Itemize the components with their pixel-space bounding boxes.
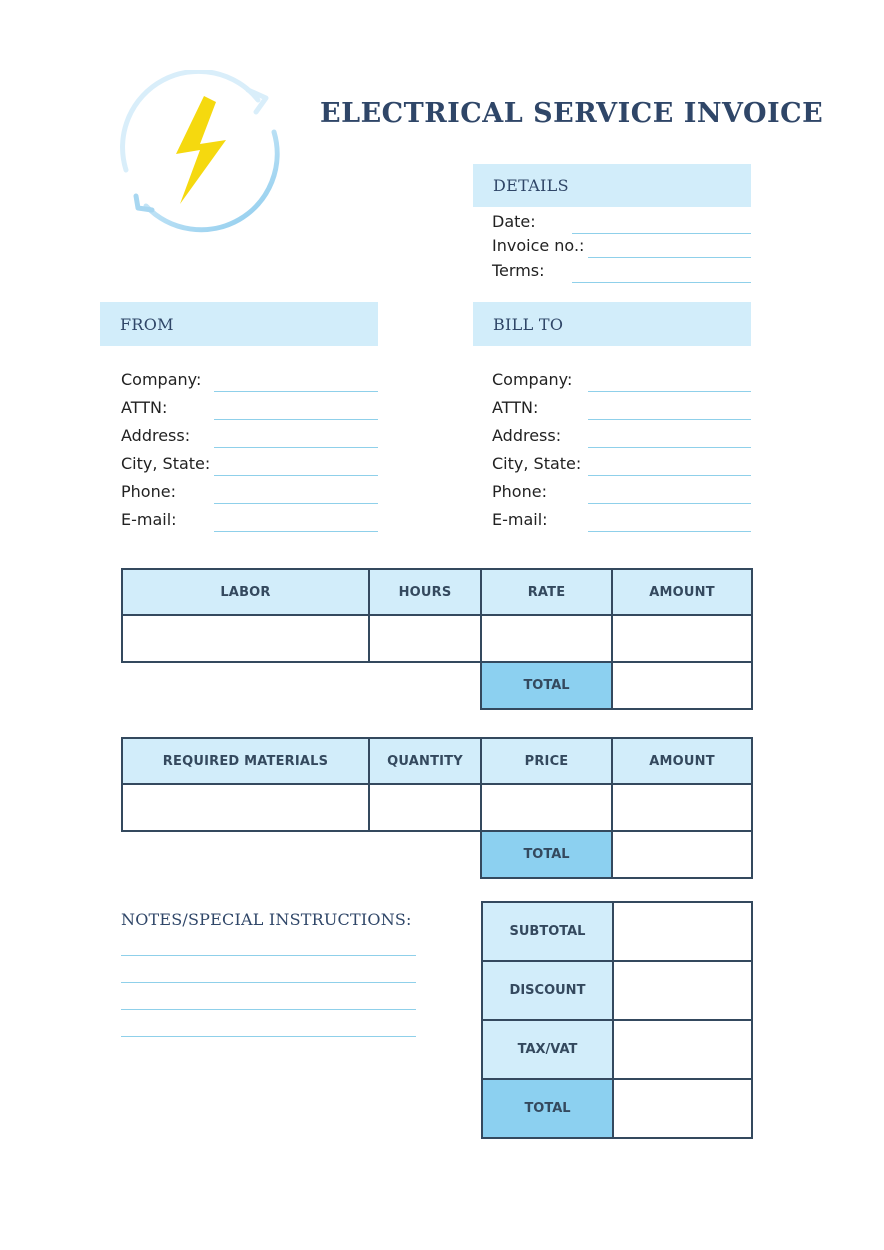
table-row bbox=[122, 615, 752, 662]
price-cell[interactable] bbox=[481, 784, 612, 831]
bill-to-email-field[interactable] bbox=[492, 510, 751, 534]
discount-row bbox=[482, 961, 752, 1020]
bill-to-address-field[interactable] bbox=[492, 426, 751, 450]
quantity-cell[interactable] bbox=[369, 784, 481, 831]
from-phone-field[interactable] bbox=[121, 482, 378, 506]
materials-total-row bbox=[122, 831, 752, 878]
bill-to-attn-label: ATTN: bbox=[492, 398, 539, 417]
bill-to-attn-line[interactable] bbox=[588, 419, 751, 420]
amount-cell[interactable] bbox=[612, 784, 752, 831]
labor-table bbox=[121, 568, 753, 710]
date-label: Date: bbox=[492, 212, 536, 231]
material-cell[interactable] bbox=[122, 784, 369, 831]
bill-to-address-label: Address: bbox=[492, 426, 562, 445]
from-phone-label: Phone: bbox=[121, 482, 176, 501]
materials-total-value[interactable] bbox=[612, 831, 752, 878]
bill-to-email-label: E-mail: bbox=[492, 510, 548, 529]
from-address-field[interactable] bbox=[121, 426, 378, 450]
from-attn-label: ATTN: bbox=[121, 398, 168, 417]
date-line[interactable] bbox=[572, 233, 751, 234]
from-email-line[interactable] bbox=[214, 531, 378, 532]
from-attn-line[interactable] bbox=[214, 419, 378, 420]
subtotal-label: SUBTOTAL bbox=[482, 902, 613, 961]
spacer bbox=[122, 831, 481, 878]
from-company-line[interactable] bbox=[214, 391, 378, 392]
notes-line[interactable] bbox=[121, 982, 416, 983]
bill-to-phone-label: Phone: bbox=[492, 482, 547, 501]
hours-column-header: HOURS bbox=[369, 569, 481, 615]
price-column-header: PRICE bbox=[481, 738, 612, 784]
tax-vat-row bbox=[482, 1020, 752, 1079]
from-phone-line[interactable] bbox=[214, 503, 378, 504]
bill-to-phone-line[interactable] bbox=[588, 503, 751, 504]
bill-to-city-state-line[interactable] bbox=[588, 475, 751, 476]
notes-line[interactable] bbox=[121, 1036, 416, 1037]
invoice-title: ELECTRICAL SERVICE INVOICE bbox=[320, 98, 824, 129]
from-email-field[interactable] bbox=[121, 510, 378, 534]
required-materials-column-header: REQUIRED MATERIALS bbox=[122, 738, 369, 784]
bill-to-email-line[interactable] bbox=[588, 531, 751, 532]
labor-column-header: LABOR bbox=[122, 569, 369, 615]
labor-total-value[interactable] bbox=[612, 662, 752, 709]
from-city-state-line[interactable] bbox=[214, 475, 378, 476]
from-address-line[interactable] bbox=[214, 447, 378, 448]
bill-to-attn-field[interactable] bbox=[492, 398, 751, 422]
spacer bbox=[122, 662, 481, 709]
from-address-label: Address: bbox=[121, 426, 191, 445]
from-email-label: E-mail: bbox=[121, 510, 177, 529]
labor-total-row bbox=[122, 662, 752, 709]
tax-vat-label: TAX/VAT bbox=[482, 1020, 613, 1079]
lightning-bolt-icon bbox=[118, 70, 286, 238]
bill-to-city-state-label: City, State: bbox=[492, 454, 582, 473]
labor-header-row bbox=[122, 569, 752, 615]
labor-total-label: TOTAL bbox=[481, 662, 612, 709]
materials-table bbox=[121, 737, 753, 879]
subtotal-value[interactable] bbox=[613, 902, 752, 961]
discount-label: DISCOUNT bbox=[482, 961, 613, 1020]
tax-vat-value[interactable] bbox=[613, 1020, 752, 1079]
grand-total-row bbox=[482, 1079, 752, 1138]
rate-column-header: RATE bbox=[481, 569, 612, 615]
quantity-column-header: QUANTITY bbox=[369, 738, 481, 784]
bill-to-company-label: Company: bbox=[492, 370, 573, 389]
from-city-state-field[interactable] bbox=[121, 454, 378, 478]
terms-line[interactable] bbox=[572, 282, 751, 283]
bill-to-phone-field[interactable] bbox=[492, 482, 751, 506]
bill-to-city-state-field[interactable] bbox=[492, 454, 751, 478]
bill-to-company-line[interactable] bbox=[588, 391, 751, 392]
grand-total-label: TOTAL bbox=[482, 1079, 613, 1138]
notes-line[interactable] bbox=[121, 955, 416, 956]
from-city-state-label: City, State: bbox=[121, 454, 211, 473]
from-company-label: Company: bbox=[121, 370, 202, 389]
materials-header-row bbox=[122, 738, 752, 784]
invoice-number-field[interactable] bbox=[492, 236, 751, 260]
notes-title: NOTES/SPECIAL INSTRUCTIONS: bbox=[121, 910, 412, 929]
from-header: FROM bbox=[100, 302, 378, 346]
invoice-number-line[interactable] bbox=[588, 257, 751, 258]
amount-column-header: AMOUNT bbox=[612, 738, 752, 784]
amount-cell[interactable] bbox=[612, 615, 752, 662]
materials-total-label: TOTAL bbox=[481, 831, 612, 878]
terms-label: Terms: bbox=[492, 261, 545, 280]
summary-table bbox=[481, 901, 753, 1139]
grand-total-value[interactable] bbox=[613, 1079, 752, 1138]
bill-to-header: BILL TO bbox=[473, 302, 751, 346]
table-row bbox=[122, 784, 752, 831]
subtotal-row bbox=[482, 902, 752, 961]
bill-to-address-line[interactable] bbox=[588, 447, 751, 448]
invoice-number-label: Invoice no.: bbox=[492, 236, 585, 255]
from-attn-field[interactable] bbox=[121, 398, 378, 422]
labor-cell[interactable] bbox=[122, 615, 369, 662]
details-header: DETAILS bbox=[473, 164, 751, 207]
notes-line[interactable] bbox=[121, 1009, 416, 1010]
amount-column-header: AMOUNT bbox=[612, 569, 752, 615]
rate-cell[interactable] bbox=[481, 615, 612, 662]
hours-cell[interactable] bbox=[369, 615, 481, 662]
from-company-field[interactable] bbox=[121, 370, 378, 394]
terms-field[interactable] bbox=[492, 261, 751, 285]
discount-value[interactable] bbox=[613, 961, 752, 1020]
date-field[interactable] bbox=[492, 212, 751, 236]
bill-to-company-field[interactable] bbox=[492, 370, 751, 394]
